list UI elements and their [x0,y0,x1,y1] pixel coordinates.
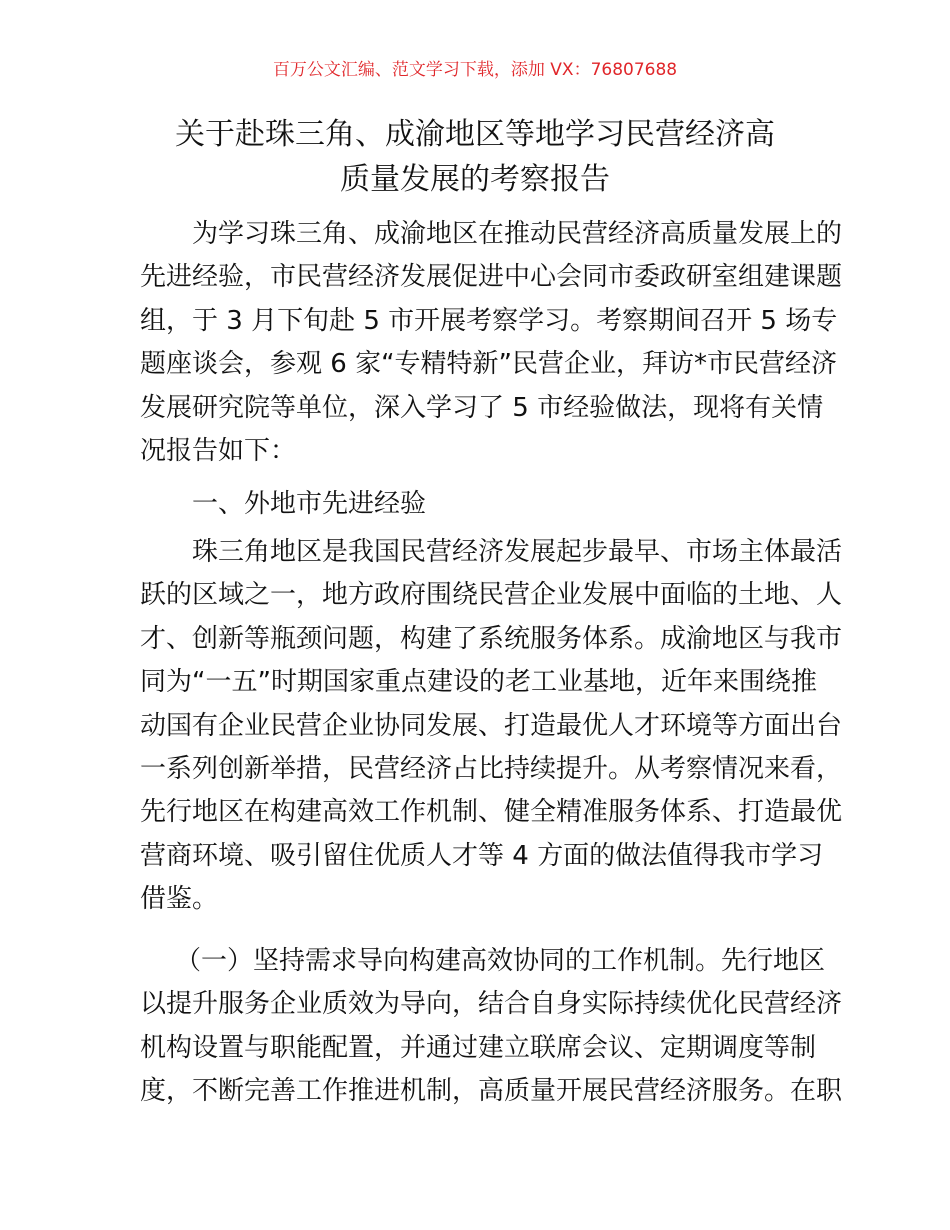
paragraph-line: 题座谈会，参观 6 家“专精特新”民营企业，拜访*市民营经济 [140,349,838,380]
document-title-line-2: 质量发展的考察报告 [340,162,610,197]
paragraph-line: 先行地区在构建高效工作机制、健全精准服务体系、打造最优 [140,797,843,828]
paragraph-line: 况报告如下： [140,436,297,466]
paragraph-line: （一）坚持需求导向构建高效协同的工作机制。先行地区 [175,946,826,976]
paragraph-line: 为学习珠三角、成渝地区在推动民营经济高质量发展上的 [192,219,843,249]
paragraph-line: 一系列创新举措，民营经济占比持续提升。从考察情况来看， [140,754,843,784]
paragraph-line: 借鉴。 [140,884,219,915]
section-heading: 一、外地市先进经验 [192,489,427,519]
paragraph-line: 以提升服务企业质效为导向，结合自身实际持续优化民营经济 [140,989,843,1020]
paragraph-line: 才、创新等瓶颈问题，构建了系统服务体系。成渝地区与我市 [140,623,843,654]
paragraph-line: 发展研究院等单位，深入学习了 5 市经验做法，现将有关情 [140,392,824,423]
paragraph-line: 动国有企业民营企业协同发展、打造最优人才环境等方面出台 [140,710,843,741]
watermark-banner: 百万公文汇编、范文学习下载，添加 VX：76807688 [272,60,678,80]
paragraph-line: 机构设置与职能配置，并通过建立联席会议、定期调度等制 [140,1032,817,1063]
paragraph-line: 珠三角地区是我国民营经济发展起步最早、市场主体最活 [192,537,843,567]
paragraph-line: 跃的区域之一，地方政府围绕民营企业发展中面临的土地、人 [140,580,843,611]
paragraph-line: 营商环境、吸引留住优质人才等 4 方面的做法值得我市学习 [140,840,824,871]
paragraph-line: 先进经验，市民营经济发展促进中心会同市委政研室组建课题 [140,262,843,293]
document-title-line-1: 关于赴珠三角、成渝地区等地学习民营经济高 [175,117,775,152]
paragraph-line: 同为“一五”时期国家重点建设的老工业基地，近年来围绕推 [140,667,817,698]
paragraph-line: 度，不断完善工作推进机制，高质量开展民营经济服务。在职 [140,1076,843,1107]
paragraph-line: 组，于 3 月下旬赴 5 市开展考察学习。考察期间召开 5 场专 [140,305,838,336]
